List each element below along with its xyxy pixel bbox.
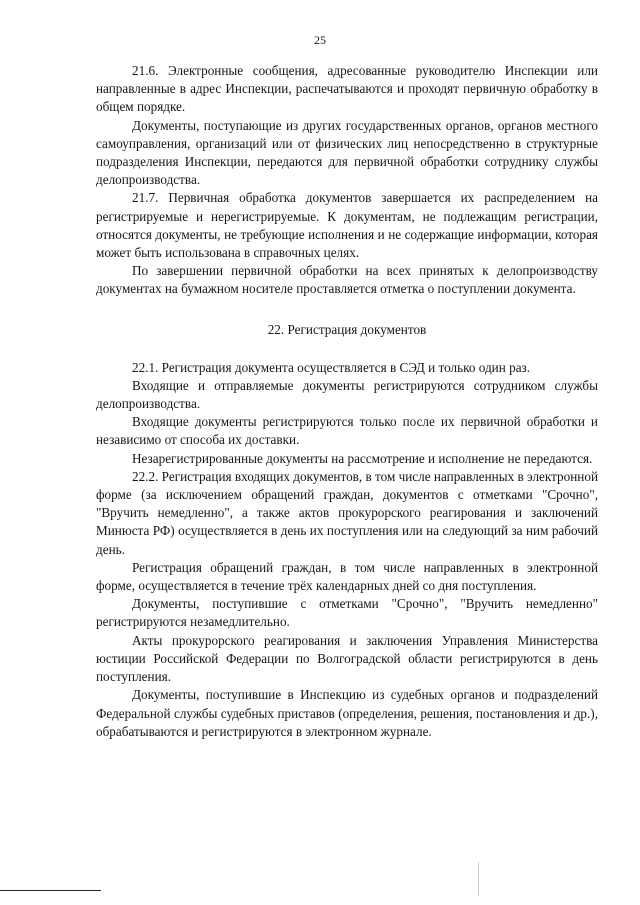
paragraph-citizen-appeals: Регистрация обращений граждан, в том числе направленных в электронной форме, осуществляется в течение трёх календарных дней со дня поступления. [96, 559, 598, 594]
paragraph-after-processing: Входящие документы регистрируются только после их первичной обработки и независимо от способа их доставки. [96, 414, 598, 448]
paragraph-urgent: Документы, поступившие с отметками "Срочно", "Вручить немедленно" регистрируются незамедлительно. [96, 596, 598, 630]
paragraph-22-1: 22.1. Регистрация документа осуществляется в СЭД и только один раз. [132, 359, 531, 375]
paragraph-receipt-mark: По завершении первичной обработки на всех принятых к делопроизводству документах на бумажном носителе проставляется отметка о поступлении документа. [96, 263, 598, 297]
paragraph-unregistered: Незарегистрированные документы на рассмотрение и исполнение не передаются. [132, 450, 593, 466]
paragraph-21-6: 21.6. Электронные сообщения, адресованные руководителю Инспекции или направленные в адрес Инспекции, распечатываются и проходят первичную обработку в общем порядке. [96, 63, 598, 115]
paragraph-prosecutor-acts: Акты прокурорского реагирования и заключения Управления Министерства юстиции Российской Федерации по Волгоградской области регистрируются в день поступления. [96, 632, 598, 685]
paragraph-court-documents: Документы, поступившие в Инспекцию из судебных органов и подразделений Федеральной службы судебных приставов (определения, решения, постановления и др.), обрабатываются и регистрируются в электронном журнале. [96, 687, 598, 739]
paragraph-21-7: 21.7. Первичная обработка документов завершается их распределением на регистрируемые и нерегистрируемые. К документам, не подлежащим регистрации, относятся документы, не требующие исполнения и не содержащие информации, которая может быть использована в справочных целях. [96, 190, 598, 261]
paragraph-incoming-outgoing: Входящие и отправляемые документы регистрируются сотрудником службы делопроизводства. [96, 377, 598, 412]
footnote-separator [0, 890, 101, 891]
section-heading: 22. Регистрация документов [267, 321, 427, 337]
document-body [96, 62, 598, 741]
paragraph-incoming-from-organs: Документы, поступающие из других государственных органов, органов местного самоуправления, организаций или от физических лиц непосредственно в структурные подразделения Инспекции, передаются для первичной обработки сотруднику службы делопроизводства. [96, 117, 598, 188]
paragraph-22-2: 22.2. Регистрация входящих документов, в том числе направленных в электронной форме (за исключением обращений граждан, документов с отметками "Срочно", "Вручить немедленно", а также актов прокурорского реагирования и заключений Минюста РФ) осуществляется в день их поступления или на следующий за ним рабочий день. [96, 468, 598, 557]
scan-mark [478, 862, 479, 896]
page-number: 25 [314, 33, 326, 47]
